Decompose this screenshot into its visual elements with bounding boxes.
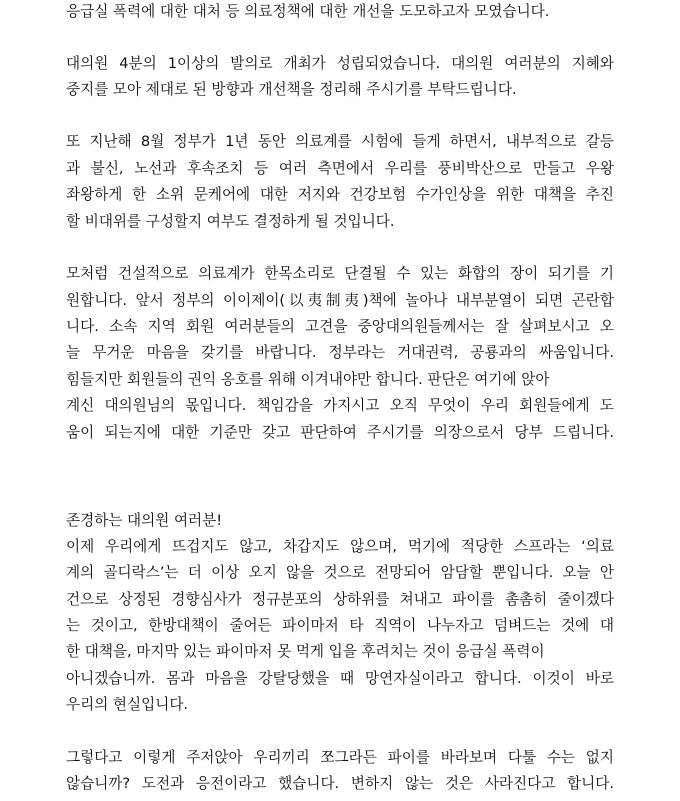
text-line: 계의 골디락스’는 더 이상 오지 않을 것으로 전망되어 암담할 뿐입니다. 오늘 안 xyxy=(66,564,614,581)
text-line: 우리의 현실입니다. xyxy=(66,696,189,713)
text-line: 할 비대위를 구성할지 여부도 결정하게 될 것입니다. xyxy=(66,213,395,230)
text-line: 움이 되는지에 대한 기준만 갖고 판단하여 주시기를 의장으로서 당부 드립니다. xyxy=(66,424,614,441)
text-line: 그렇다고 이렇게 주저앉아 우리끼리 쪼그라든 파이를 바라보며 다툴 수는 없지 xyxy=(66,749,614,766)
text-line: 중지를 모아 제대로 된 방향과 개선책을 정리해 주시기를 부탁드립니다. xyxy=(66,81,517,98)
text-line: 원합니다. 앞서 정부의 이이제이(以夷制夷)책에 놀아나 내부분열이 되면 곤란합 xyxy=(66,292,614,309)
text-line: 한 대책을, 마지막 있는 파이마저 못 먹게 입을 후려치는 것이 응급실 폭력이 xyxy=(66,643,545,660)
text-line: 좌왕하게 한 소위 문케어에 대한 저지와 건강보험 수가인상을 위한 대책을 추진 xyxy=(66,186,614,203)
text-line: 늘 무거운 마음을 갖기를 바랍니다. 정부라는 거대권력, 공룡과의 싸움입니다. xyxy=(66,344,614,361)
text-line: 는 것이고, 한방대책이 줄어든 파이마저 타 직역이 나누자고 덤벼드는 것에 대 xyxy=(66,617,614,634)
text-line: 힘들지만 회원들의 권익 옹호를 위해 이겨내야만 합니다. 판단은 여기에 앉아 xyxy=(66,371,550,388)
text-line: 대의원 4분의 1이상의 발의로 개최가 성립되었습니다. 대의원 여러분의 지혜와 xyxy=(66,55,614,72)
text-line: 과 불신, 노선과 후속조치 등 여러 측면에서 우리를 풍비박산으로 만들고 우왕 xyxy=(66,160,614,177)
text-line: 않습니까? 도전과 응전이라고 했습니다. 변하지 않는 것은 사라진다고 합니다. xyxy=(66,775,614,792)
text-line: 건으로 상정된 경향심사가 정규분포의 상하위를 쳐내고 파이를 촘촘히 줄이겠다 xyxy=(66,591,614,608)
text-line: 응급실 폭력에 대한 대처 등 의료정책에 대한 개선을 도모하고자 모였습니다. xyxy=(66,3,550,20)
text-line: 니다. 소속 지역 회원 여러분들의 고견을 중앙대의원들께서는 잘 살펴보시고 오 xyxy=(66,318,614,335)
text-line: 계신 대의원님의 몫입니다. 책임감을 가지시고 오직 무엇이 우리 회원들에게 도 xyxy=(66,397,614,414)
text-line: 이제 우리에게 뜨겁지도 않고, 차갑지도 않으며, 먹기에 적당한 스프라는 ‘의료 xyxy=(66,538,614,555)
text-line: 모처럼 건설적으로 의료계가 한목소리로 단결될 수 있는 화합의 장이 되기를 기 xyxy=(66,265,614,282)
text-line: 아니겠습니까. 몸과 마음을 강탈당했을 때 망연자실이라고 합니다. 이것이 바로 xyxy=(66,670,614,687)
text-line: 존경하는 대의원 여러분! xyxy=(66,512,223,529)
text-line: 또 지난해 8월 정부가 1년 동안 의료계를 시험에 들게 하면서, 내부적으로 갈등 xyxy=(66,133,614,150)
